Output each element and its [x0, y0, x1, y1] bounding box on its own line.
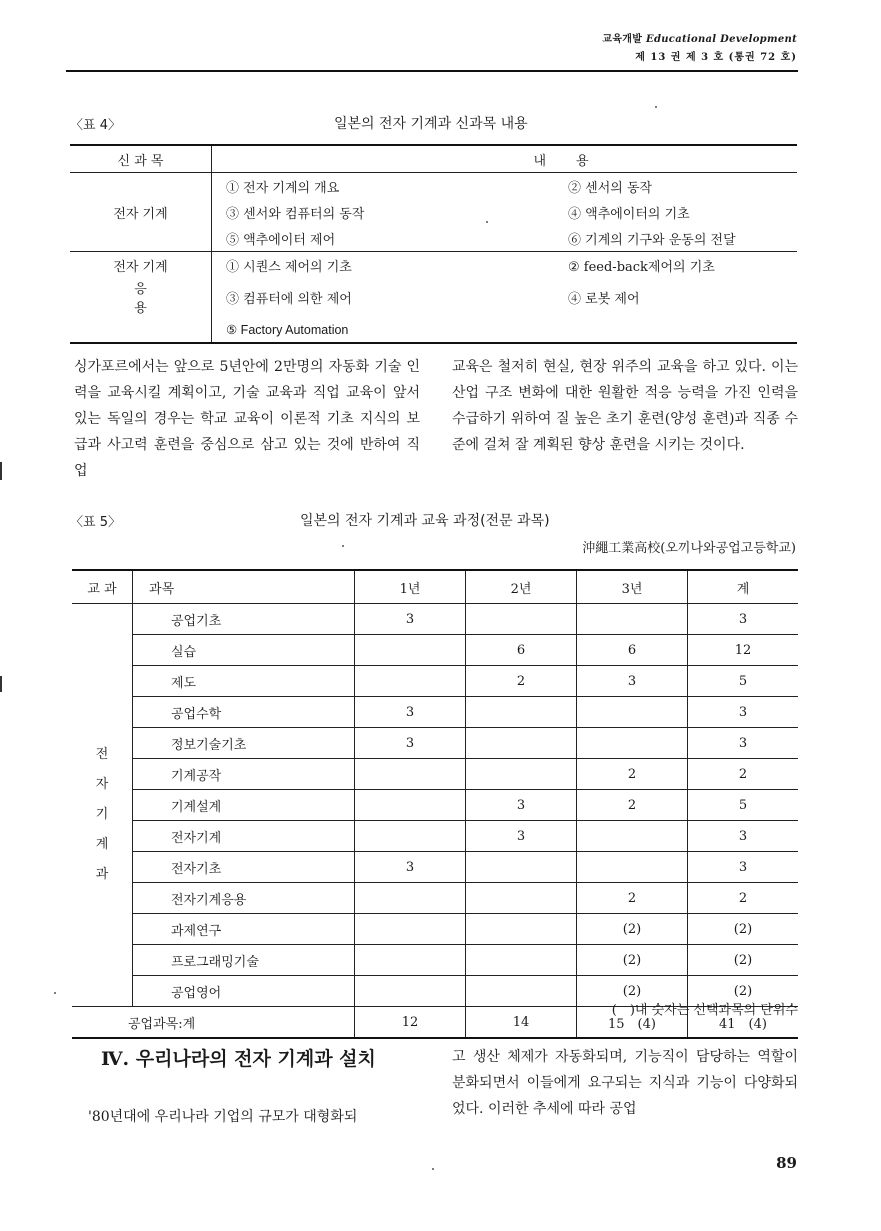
table5-year1 [355, 945, 466, 976]
table5-subject-cell [133, 914, 355, 945]
table5-row [72, 697, 798, 728]
table4-cell: ⑤ 액추에이터 제어 [226, 232, 336, 248]
table5-title: 일본의 전자 기계과 교육 과정(전문 과목) [300, 513, 550, 529]
table5-total: 3 [688, 728, 799, 759]
table5-subject-cell [133, 790, 355, 821]
table5-category-char: 전 [95, 747, 109, 762]
table5-row [72, 914, 798, 945]
paragraph-left: 싱가포르에서는 앞으로 5년안에 2만명의 자동화 기술 인력을 교육시킬 계획이고, 기술 교육과 직업 교육이 앞서 있는 독일의 경우는 학교 교육이 이론적 기초 지식의 보급과 사고력 훈련을 중심으로 삼고 있는 것에 반하여 직업 [74, 359, 420, 479]
table4-cell: ⑥ 기계의 기구와 운동의 전달 [568, 232, 736, 248]
table4-col-subject-header: 신 과 목 [70, 145, 212, 173]
table4-empty-cell [70, 316, 212, 343]
scan-speck [655, 106, 657, 108]
table4-label: 〈표 4〉 [70, 118, 121, 133]
table5-total: (2) [688, 945, 799, 976]
table5-total: 3 [688, 821, 799, 852]
running-header [602, 30, 797, 63]
table5-total: 3 [688, 697, 799, 728]
table5-total: 5 [688, 790, 799, 821]
table5-subject: 전자기초 [171, 861, 222, 877]
table5-total: 12 [688, 635, 799, 666]
table5-year2 [466, 697, 577, 728]
table5-year1 [355, 635, 466, 666]
table5-year2: 3 [466, 821, 577, 852]
table4-cell: ⑤ Factory Automation [226, 322, 349, 337]
table5-year1: 3 [355, 604, 466, 635]
section-heading: Ⅳ. 우리나라의 전자 기계과 설치 [101, 1048, 376, 1070]
table5-sum-label-text: 공업과목:계 [128, 1016, 196, 1032]
table5-category-char: 기 [95, 807, 109, 822]
table5-category-cell [72, 604, 133, 1007]
table5-category-char: 자 [95, 777, 109, 792]
table5-year1 [355, 914, 466, 945]
table4-cell [560, 316, 797, 343]
table5-row [72, 759, 798, 790]
table4-row [70, 173, 797, 200]
table5-header-total: 계 [688, 570, 799, 604]
table5-category-text [72, 594, 132, 1016]
table5-year2 [466, 759, 577, 790]
table5-category-char: 과 [95, 867, 109, 882]
table5-sum-year3: 15 (4) [577, 1007, 688, 1039]
table5-year3 [577, 697, 688, 728]
table5-sum-year2: 14 [466, 1007, 577, 1039]
table5-row [72, 666, 798, 697]
table5-subject: 제도 [171, 675, 197, 691]
table5-year1 [355, 821, 466, 852]
table5-row [72, 883, 798, 914]
table4 [70, 144, 797, 344]
table5-subject: 프로그래밍기술 [171, 954, 259, 970]
scan-speck [486, 221, 488, 223]
table5-subject: 과제연구 [171, 923, 222, 939]
table5-subject-cell [133, 976, 355, 1007]
table5-year3: (2) [577, 914, 688, 945]
table5-total: 2 [688, 759, 799, 790]
table5-year3: 6 [577, 635, 688, 666]
table5-year3 [577, 852, 688, 883]
table4-cell: ② 센서의 동작 [568, 180, 653, 196]
table5-year3: (2) [577, 976, 688, 1007]
table4-row [70, 278, 797, 316]
table5-source: 沖繩工業高校(오끼나와공업고등학교) [582, 541, 796, 556]
table5-subject-cell [133, 945, 355, 976]
table5-year1 [355, 790, 466, 821]
table5-subject-cell [133, 759, 355, 790]
table5-subject-cell [133, 821, 355, 852]
table5-subject: 기계공작 [171, 768, 222, 784]
table5-subject: 정보기술기초 [171, 737, 247, 753]
table5-subject: 전자기계 [171, 830, 222, 846]
table5-header-subject [133, 570, 355, 604]
table5-subject: 공업수학 [171, 706, 222, 722]
table5-year1 [355, 976, 466, 1007]
scan-speck [342, 545, 344, 547]
table5-year3 [577, 728, 688, 759]
table5-label: 〈표 5〉 [70, 515, 121, 530]
table5-total: 3 [688, 852, 799, 883]
table5-body [72, 604, 798, 1007]
scan-speck [54, 992, 56, 994]
table5-year1: 3 [355, 852, 466, 883]
table5-row [72, 604, 798, 635]
table5-year3: (2) [577, 945, 688, 976]
table5-year3: 2 [577, 790, 688, 821]
table5-sum-total: 41 (4) [688, 1007, 799, 1039]
table5-row [72, 635, 798, 666]
table5-total: 2 [688, 883, 799, 914]
table5-year3: 3 [577, 666, 688, 697]
table5-year2: 3 [466, 790, 577, 821]
table4-section-name: 전자 기계 [70, 173, 212, 252]
section4-right-text: 고 생산 체제가 자동화되며, 기능직이 담당하는 역할이 분화되면서 이들에게 요구되는 지식과 기능이 다양화되었다. 이러한 추세에 따라 공업 [452, 1049, 798, 1117]
table5-year2: 6 [466, 635, 577, 666]
paragraph-right: 교육은 철저히 현실, 현장 위주의 교육을 하고 있다. 이는 산업 구조 변화에 대한 원활한 적응 능력을 가진 인력을 수급하기 위하여 질 높은 초기 훈련(양성 훈련)과 직종 수준에 걸쳐 잘 계획된 향상 훈련을 시키는 것이다. [452, 359, 798, 453]
scan-speck [432, 1168, 434, 1170]
scan-edge-mark [0, 462, 2, 480]
table5-subject-cell [133, 728, 355, 759]
table5-header-subject-a: 과 [149, 581, 162, 597]
page-number: 89 [776, 1154, 797, 1172]
table5-year1 [355, 883, 466, 914]
table4-section-name: 전자 기계 [70, 252, 212, 279]
table5-year3 [577, 821, 688, 852]
table4-col-content-header-a: 내 [212, 145, 561, 173]
table5-total: (2) [688, 976, 799, 1007]
section4-left-text: '80년대에 우리나라 기업의 규모가 대형화되 [88, 1109, 358, 1125]
table5-row [72, 790, 798, 821]
table5-year1 [355, 666, 466, 697]
table5-header-subject-b: 목 [161, 581, 175, 597]
table5-row [72, 821, 798, 852]
table4-col-content-header-b: 용 [560, 145, 797, 173]
table4-cell: ① 전자 기계의 개요 [226, 180, 340, 196]
table5-subject-cell [133, 697, 355, 728]
table5-subject-cell [133, 883, 355, 914]
table4-cell: ④ 액추에이터의 기초 [568, 206, 690, 222]
table5-subject: 실습 [171, 644, 197, 660]
table4-cell: ④ 로봇 제어 [568, 291, 640, 307]
table5-header-category: 교 과 [72, 570, 133, 604]
table4-cell: ① 시퀀스 제어의 기초 [212, 252, 561, 279]
table5-sum-label [72, 1007, 355, 1039]
table4-cell: ③ 컴퓨터에 의한 제어 [226, 291, 352, 307]
table5-year3: 2 [577, 759, 688, 790]
table5-subject-cell [133, 666, 355, 697]
table5-note: ( )내 숫자는 선택과목의 단위수 [611, 1003, 798, 1018]
table5-category-char: 계 [95, 837, 109, 852]
table5-year1 [355, 759, 466, 790]
table5 [72, 569, 798, 1039]
table5-subject-cell [133, 604, 355, 635]
table5-year2 [466, 976, 577, 1007]
table5-header-year3: 3년 [577, 570, 688, 604]
journal-name [602, 30, 797, 45]
issue-info: 제 13 권 제 3 호 (통권 72 호) [635, 52, 797, 63]
table5-subject: 전자기계응용 [171, 892, 247, 908]
table5-year1: 3 [355, 728, 466, 759]
table5-year2 [466, 604, 577, 635]
table4-title: 일본의 전자 기계과 신과목 내용 [334, 116, 528, 132]
table4-header-row [70, 145, 797, 173]
table5-subject-cell [133, 852, 355, 883]
table5-subject: 공업영어 [171, 985, 222, 1001]
table4-row [70, 252, 797, 279]
table5-year2 [466, 914, 577, 945]
table5-year2 [466, 883, 577, 914]
table5-row [72, 728, 798, 759]
table5-year1: 3 [355, 697, 466, 728]
header-rule [66, 70, 798, 72]
table5-year2: 2 [466, 666, 577, 697]
table4-cell: ③ 센서와 컴퓨터의 동작 [226, 206, 365, 222]
table5-year2 [466, 728, 577, 759]
table5-subject: 기계설계 [171, 799, 222, 815]
table4-cell: ② feed-back제어의 기초 [560, 252, 797, 279]
table5-row [72, 945, 798, 976]
table5-header-year1: 1년 [355, 570, 466, 604]
table5-row [72, 852, 798, 883]
table5-total: 3 [688, 604, 799, 635]
table5-sum-year1: 12 [355, 1007, 466, 1039]
table5-header-year2: 2년 [466, 570, 577, 604]
table5-header-row [72, 570, 798, 604]
table5-total: 5 [688, 666, 799, 697]
scan-edge-mark [0, 676, 2, 692]
table5-subject: 공업기초 [171, 613, 222, 629]
table4-row [70, 316, 797, 343]
table5-year2 [466, 852, 577, 883]
table4-section-name-line2: 응 용 [70, 278, 212, 316]
journal-name-en: Educational Development [646, 34, 797, 45]
table5-year3: 2 [577, 883, 688, 914]
table5-subject-cell [133, 635, 355, 666]
table5-year2 [466, 945, 577, 976]
table5-year3 [577, 604, 688, 635]
journal-name-ko: 교육개발 [602, 34, 643, 45]
table5-total: (2) [688, 914, 799, 945]
